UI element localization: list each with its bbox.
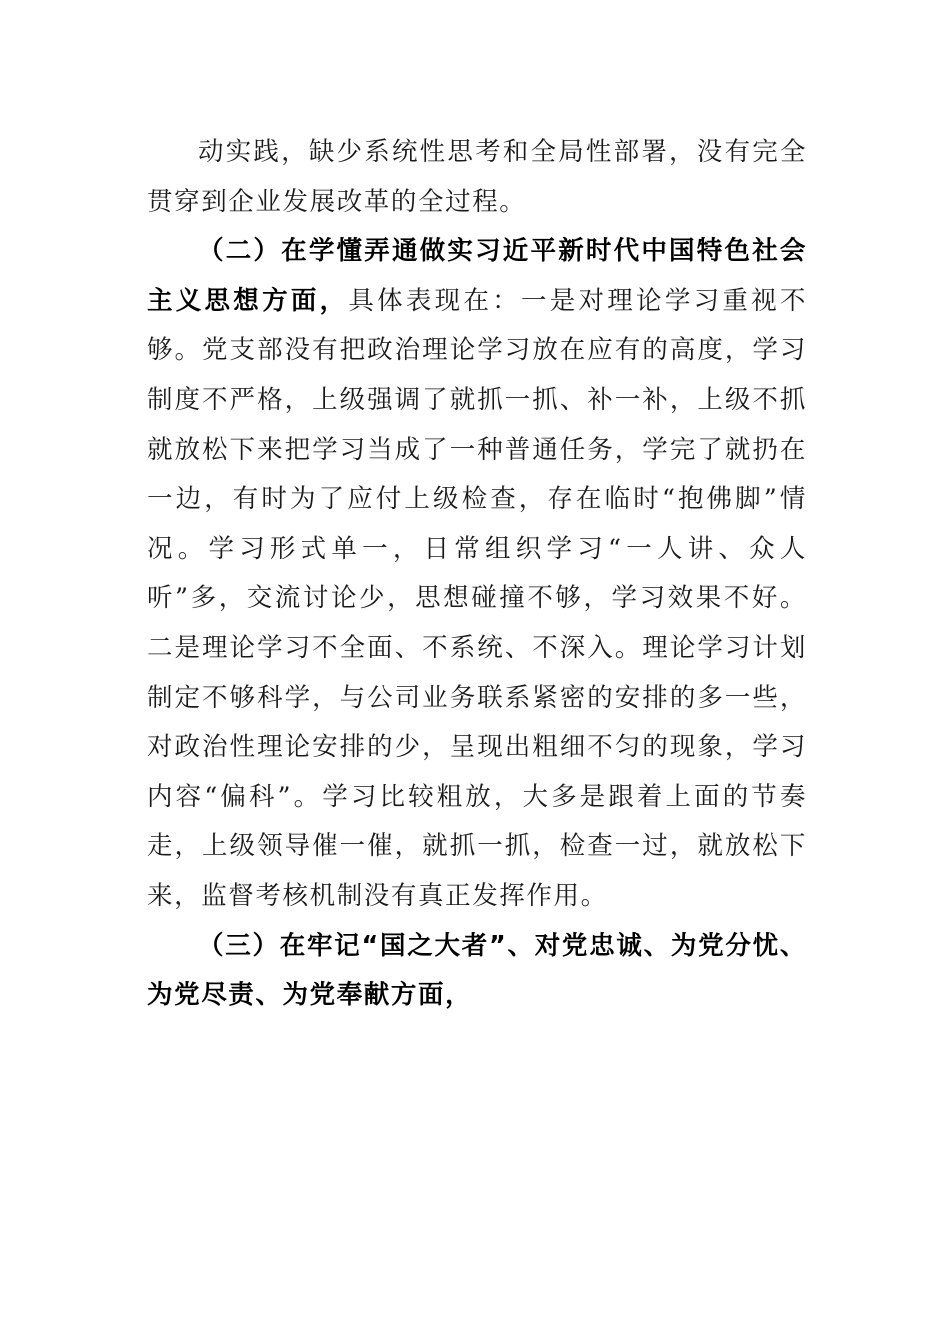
paragraph-section-two <box>147 227 807 921</box>
paragraph-continuation <box>147 128 807 227</box>
paragraph-text: 动实践，缺少系统性思考和全局性部署，没有完全贯穿到企业发展改革的全过程。 <box>147 137 807 217</box>
paragraph-text: 具体表现在：一是对理论学习重视不够。党支部没有把政治理论学习放在应有的高度，学习制度不严格，上级强调了就抓一抓、补一补，上级不抓就放松下来把学习当成了一种普通任务，学完了就扔在一边，有时为了应付上级检查，存在临时“抱佛脚”情况。学习形式单一，日常组织学习“一人讲、众人听”多，交流讨论少，思想碰撞不够，学习效果不好。二是理论学习不全面、不系统、不深入。理论学习计划制定不够科学，与公司业务联系紧密的安排的多一些，对政治性理论安排的少，呈现出粗细不匀的现象，学习内容“偏科”。学习比较粗放，大多是跟着上面的节奏走，上级领导催一催，就抓一抓，检查一过，就放松下来，监督考核机制没有真正发挥作用。 <box>147 285 807 911</box>
section-heading-two: （二）在学懂弄通做实习近平新时代中国特色社会主义思想方面， <box>147 236 807 316</box>
section-heading-three: （三）在牢记“国之大者”、对党忠诚、为党分忧、为党尽责、为党奉献方面， <box>147 930 807 1011</box>
document-body <box>147 128 807 1021</box>
paragraph-section-three <box>147 922 807 1021</box>
